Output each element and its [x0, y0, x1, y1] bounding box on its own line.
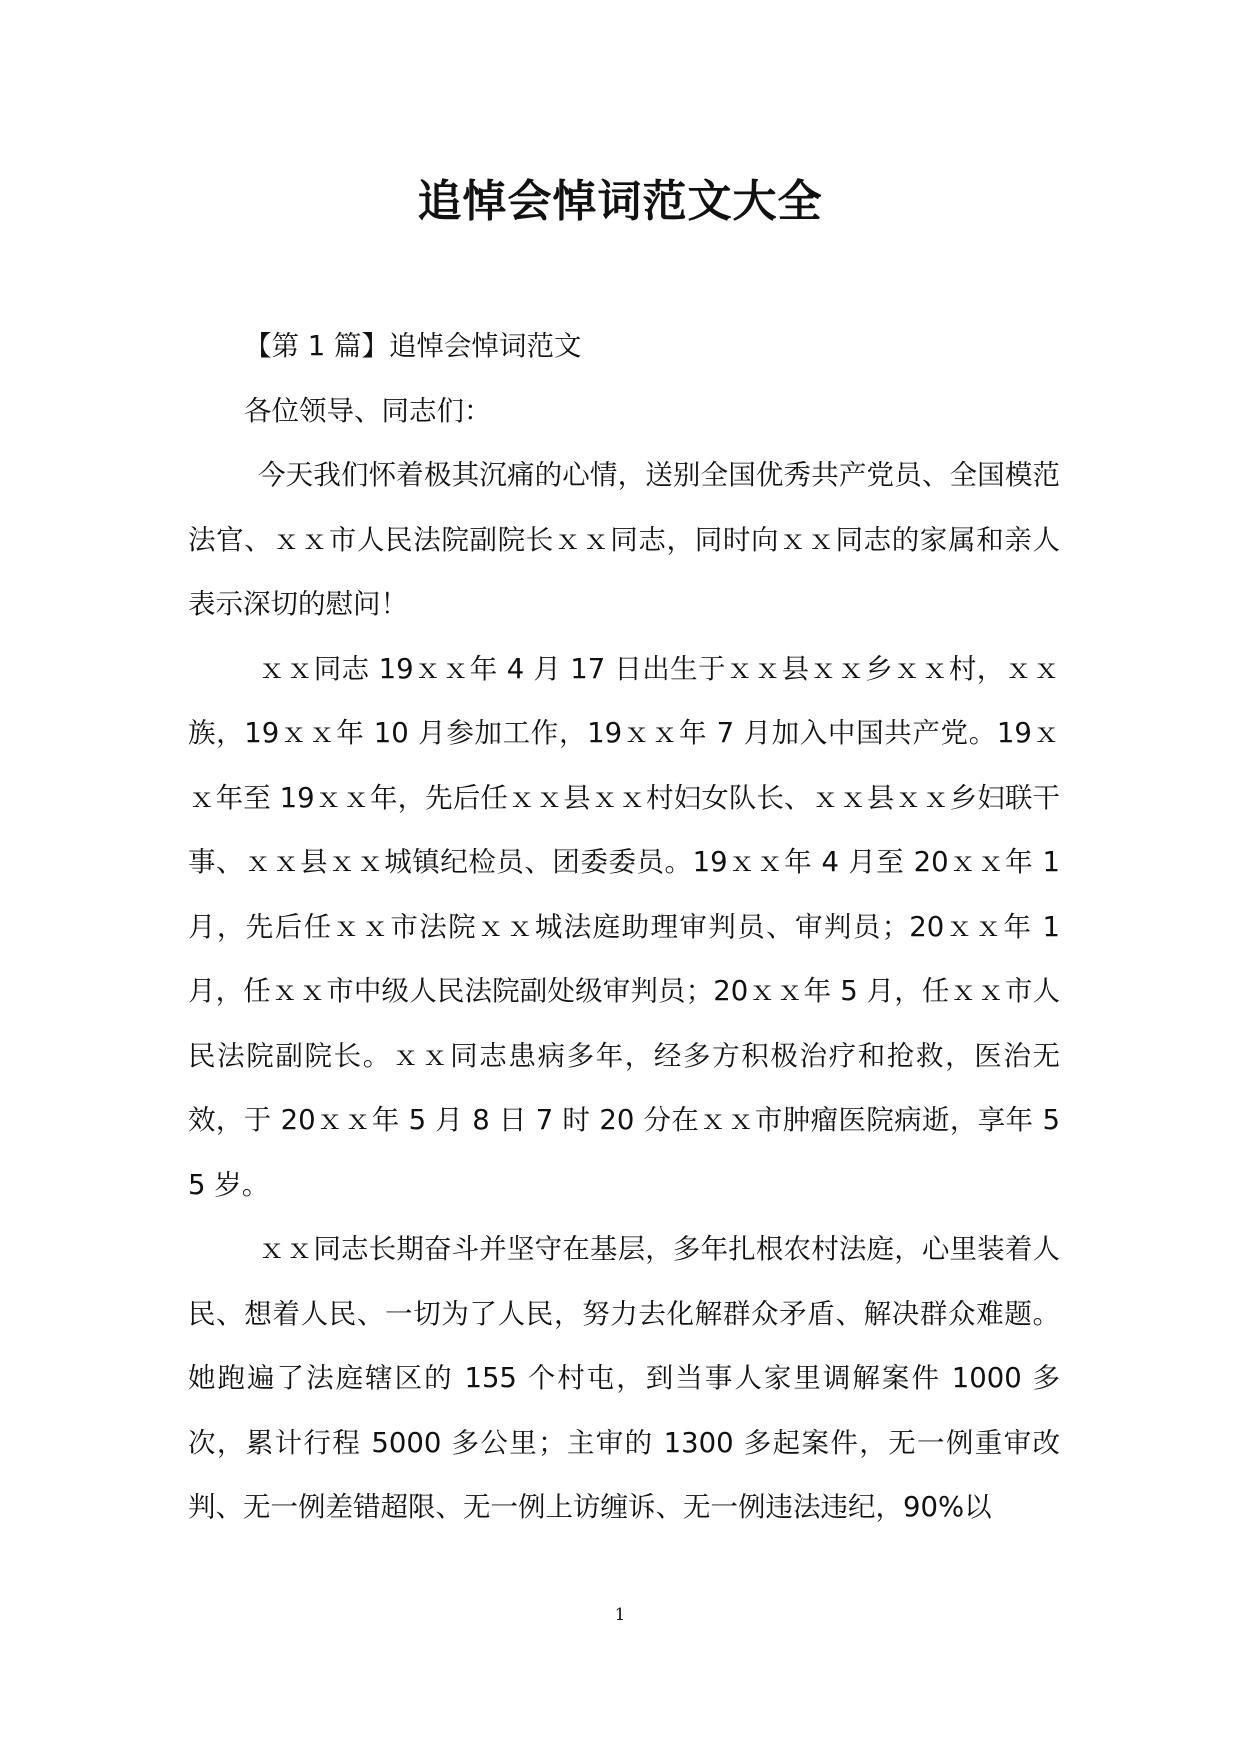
paragraph-2: ｘｘ同志 19ｘｘ年 4 月 17 日出生于ｘｘ县ｘｘ乡ｘｘ村，ｘｘ族，19ｘｘ年 10 月参加工作，19ｘｘ年 7 月加入中国共产党。19ｘｘ年至 19ｘｘ年，先后任ｘｘ县ｘｘ村妇女队长、ｘｘ县ｘｘ乡妇联干事、ｘｘ县ｘｘ城镇纪检员、团委委员。19ｘｘ年 4 月至 20ｘｘ年 1 月，先后任ｘｘ市法院ｘｘ城法庭助理审判员、审判员；20ｘｘ年 1 月，任ｘｘ市中级人民法院副处级审判员；20ｘｘ年 5 月，任ｘｘ市人民法院副院长。ｘｘ同志患病多年，经多方积极治疗和抢救，医治无效，于 20ｘｘ年 5 月 8 日 7 时 20 分在ｘｘ市肿瘤医院病逝，享年 55 岁。 [188, 652, 1060, 1201]
paragraph-3: ｘｘ同志长期奋斗并坚守在基层，多年扎根农村法庭，心里装着人民、想着人民、一切为了人民，努力去化解群众矛盾、解决群众难题。她跑遍了法庭辖区的 155 个村屯，到当事人家里调解案件 1000 多次，累计行程 5000 多公里；主审的 1300 多起案件，无一例重审改判、无一例差错超限、无一例上访缠诉、无一例违法违纪，90%以 [188, 1233, 1060, 1523]
document-title: 追悼会悼词范文大全 [417, 176, 823, 227]
page-number: 1 [614, 1605, 626, 1625]
section-heading: 【第 1 篇】追悼会悼词范文 [244, 330, 582, 362]
paragraph-1: 今天我们怀着极其沉痛的心情，送别全国优秀共产党员、全国模范法官、ｘｘ市人民法院副院长ｘｘ同志，同时向ｘｘ同志的家属和亲人表示深切的慰问！ [188, 459, 1060, 620]
salutation: 各位领导、同志们： [244, 394, 492, 427]
document-body [188, 314, 1060, 1540]
